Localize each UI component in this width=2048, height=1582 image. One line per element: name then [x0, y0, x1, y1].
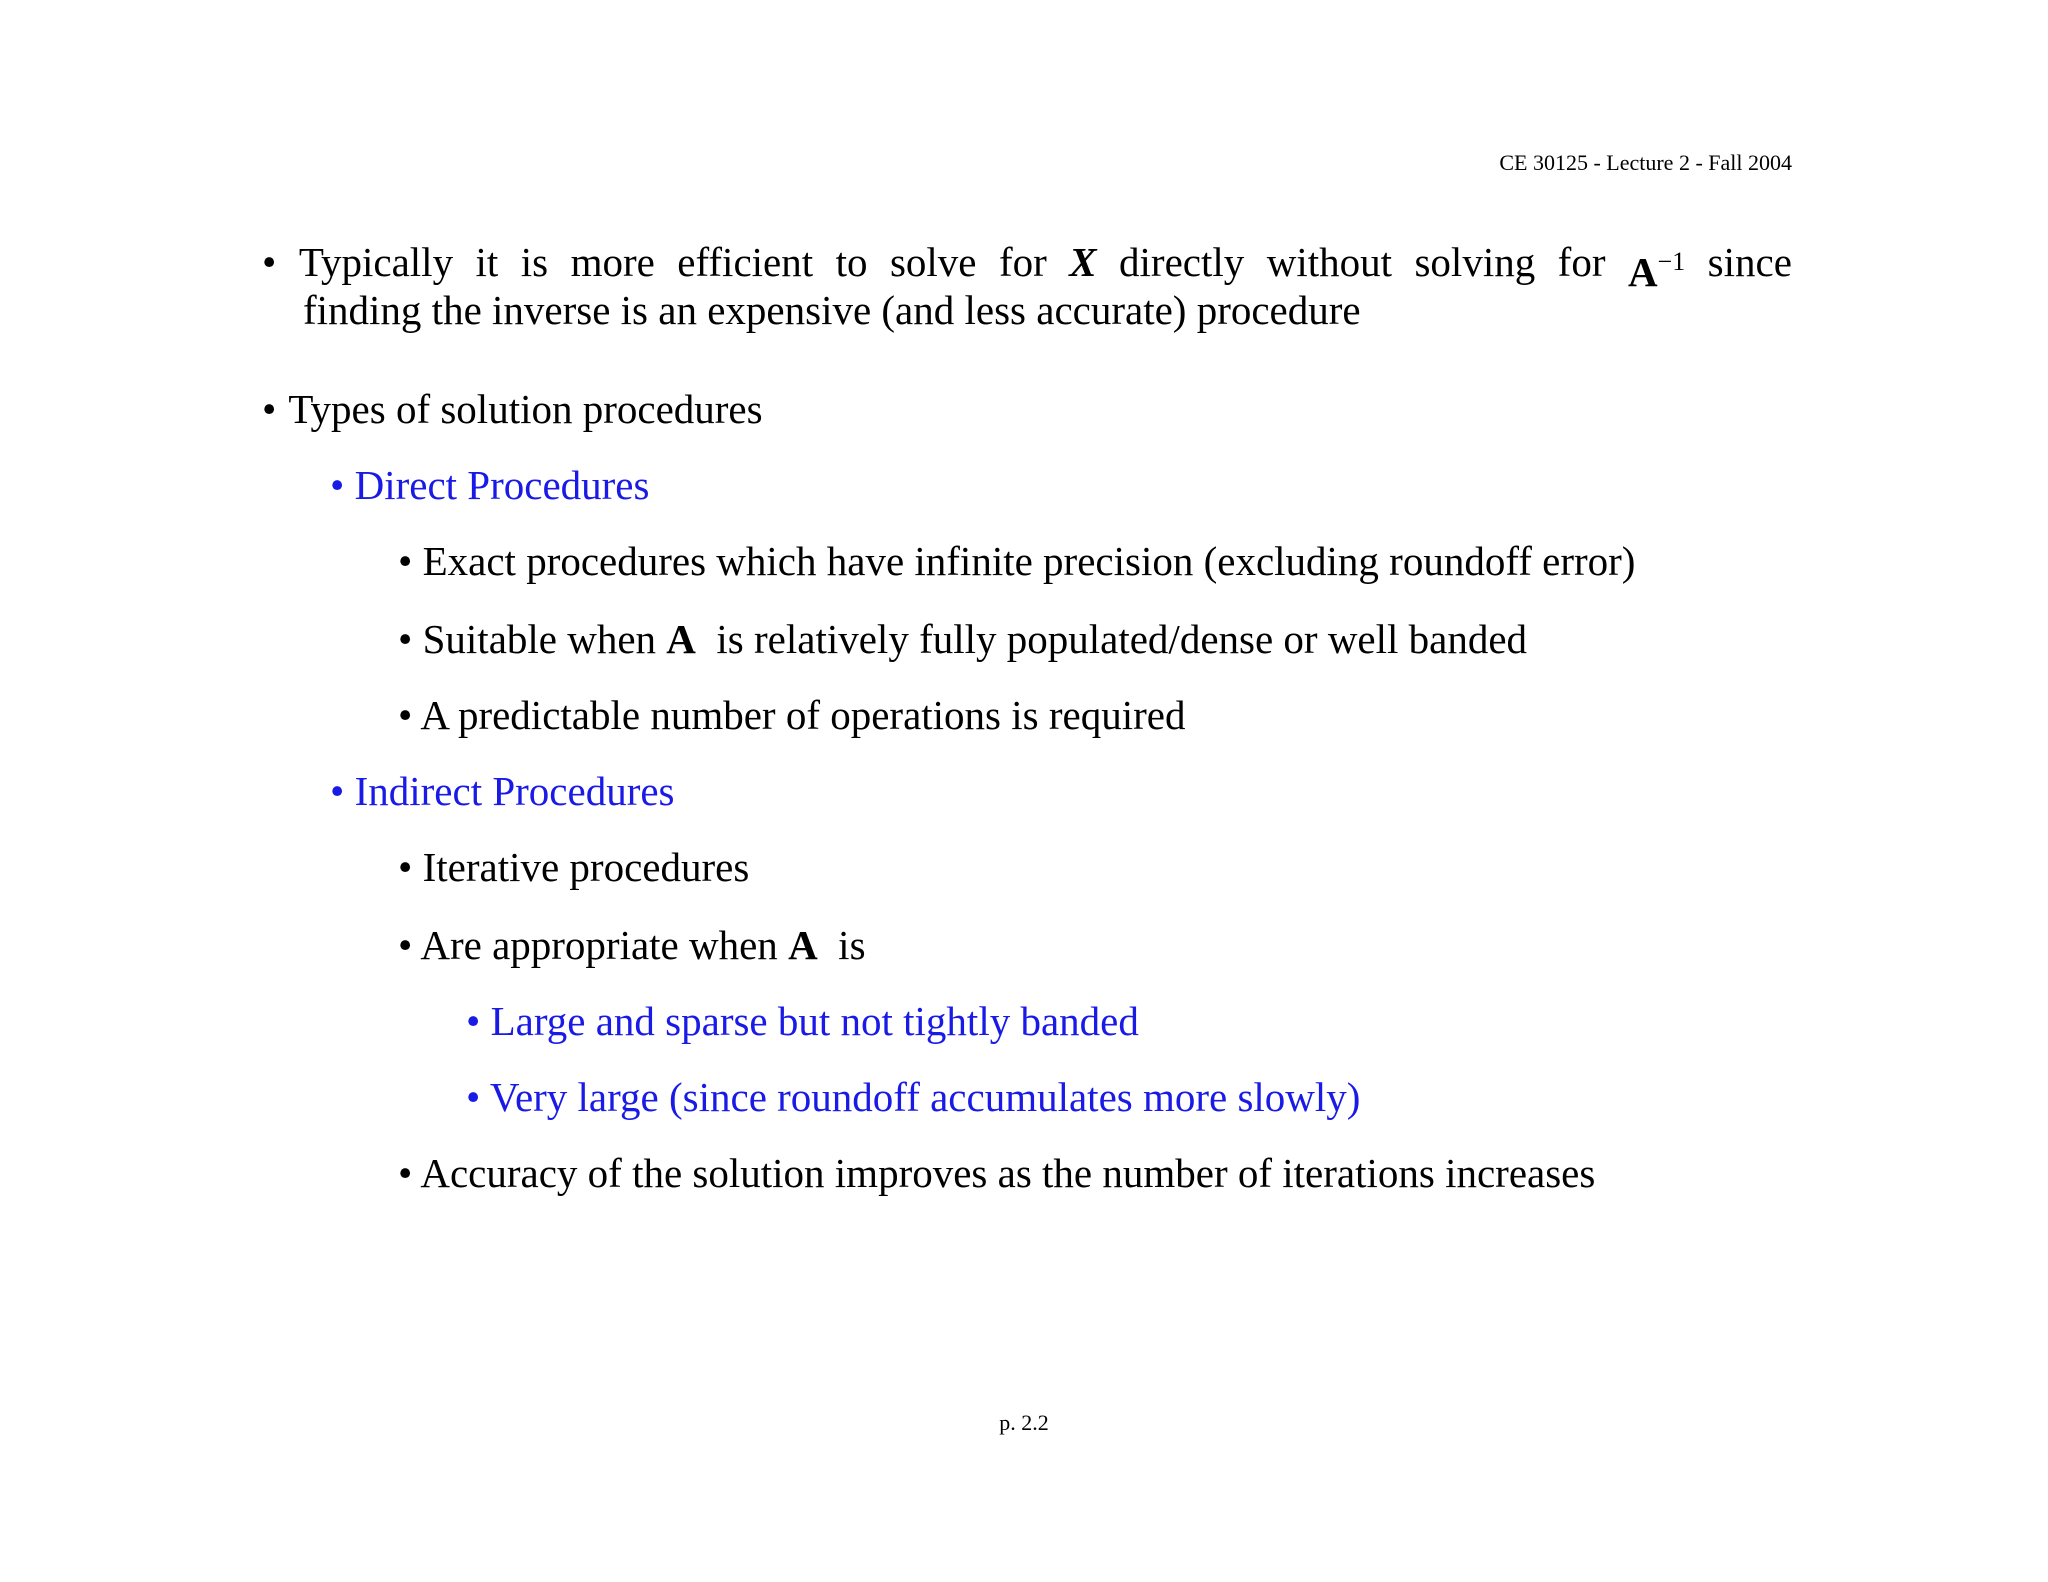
bullet-text: Are appropriate when	[420, 922, 778, 968]
bullet-text: Accuracy of the solution improves as the number of iterations increases	[420, 1150, 1596, 1196]
bullet-text: Iterative procedures	[422, 844, 750, 890]
item-exact-procedures	[398, 537, 1635, 585]
bullet-symbol: •	[398, 538, 413, 584]
word: for	[998, 239, 1047, 285]
bullet-text: Large and sparse but not tightly banded	[490, 998, 1139, 1044]
bullet-symbol: •	[262, 239, 277, 285]
word: since	[1707, 239, 1792, 285]
page-number: p. 2.2	[999, 1410, 1049, 1435]
word: is	[520, 239, 549, 285]
bullet-efficiency-line2: finding the inverse is an expensive (and less accurate) procedure	[303, 287, 1361, 333]
math-inverse-a	[1628, 238, 1685, 296]
bullet-symbol: •	[398, 922, 413, 968]
math-variable-a: A	[666, 616, 696, 662]
bullet-text: Direct Procedures	[354, 462, 650, 508]
subheading-direct-procedures	[330, 461, 649, 509]
word: to	[835, 239, 868, 285]
word: for	[1557, 239, 1606, 285]
subheading-indirect-procedures	[330, 767, 675, 815]
bullet-symbol: •	[398, 1150, 413, 1196]
word: solving	[1414, 239, 1536, 285]
item-iterative-procedures	[398, 843, 749, 891]
item-appropriate-when	[398, 921, 866, 969]
item-accuracy-improves	[398, 1149, 1595, 1197]
subitem-very-large	[466, 1073, 1360, 1121]
superscript-minus-one: −1	[1657, 247, 1686, 276]
bullet-text: Suitable when	[422, 616, 657, 662]
item-predictable-operations	[398, 691, 1185, 739]
bullet-types-of-procedures	[262, 385, 763, 433]
bullet-symbol: •	[262, 386, 277, 432]
bullet-symbol: •	[398, 692, 413, 738]
math-variable-a: A	[1627, 249, 1658, 295]
word: without	[1266, 239, 1393, 285]
bullet-text: is relatively fully populated/dense or well banded	[716, 616, 1528, 662]
word: more	[570, 239, 655, 285]
word: solve	[889, 239, 977, 285]
word: Typically	[298, 239, 454, 285]
word: efficient	[677, 239, 814, 285]
bullet-text: Exact procedures which have infinite precision (excluding roundoff error)	[422, 538, 1636, 584]
word: it	[475, 239, 499, 285]
course-header: CE 30125 - Lecture 2 - Fall 2004	[1499, 150, 1792, 175]
item-suitable-when	[398, 615, 1527, 663]
word: directly	[1119, 239, 1245, 285]
bullet-symbol: •	[330, 768, 345, 814]
bullet-text: Indirect Procedures	[354, 768, 675, 814]
bullet-symbol: •	[398, 844, 413, 890]
bullet-text: is	[838, 922, 866, 968]
bullet-symbol: •	[398, 616, 413, 662]
subitem-large-sparse	[466, 997, 1139, 1045]
bullet-symbol: •	[466, 1074, 481, 1120]
math-variable-x: X	[1069, 239, 1097, 285]
bullet-text: A predictable number of operations is required	[420, 692, 1186, 738]
bullet-symbol: •	[466, 998, 481, 1044]
bullet-text: Types of solution procedures	[288, 386, 763, 432]
bullet-symbol: •	[330, 462, 345, 508]
bullet-text: Very large (since roundoff accumulates more slowly)	[489, 1074, 1361, 1120]
math-variable-a: A	[788, 922, 818, 968]
